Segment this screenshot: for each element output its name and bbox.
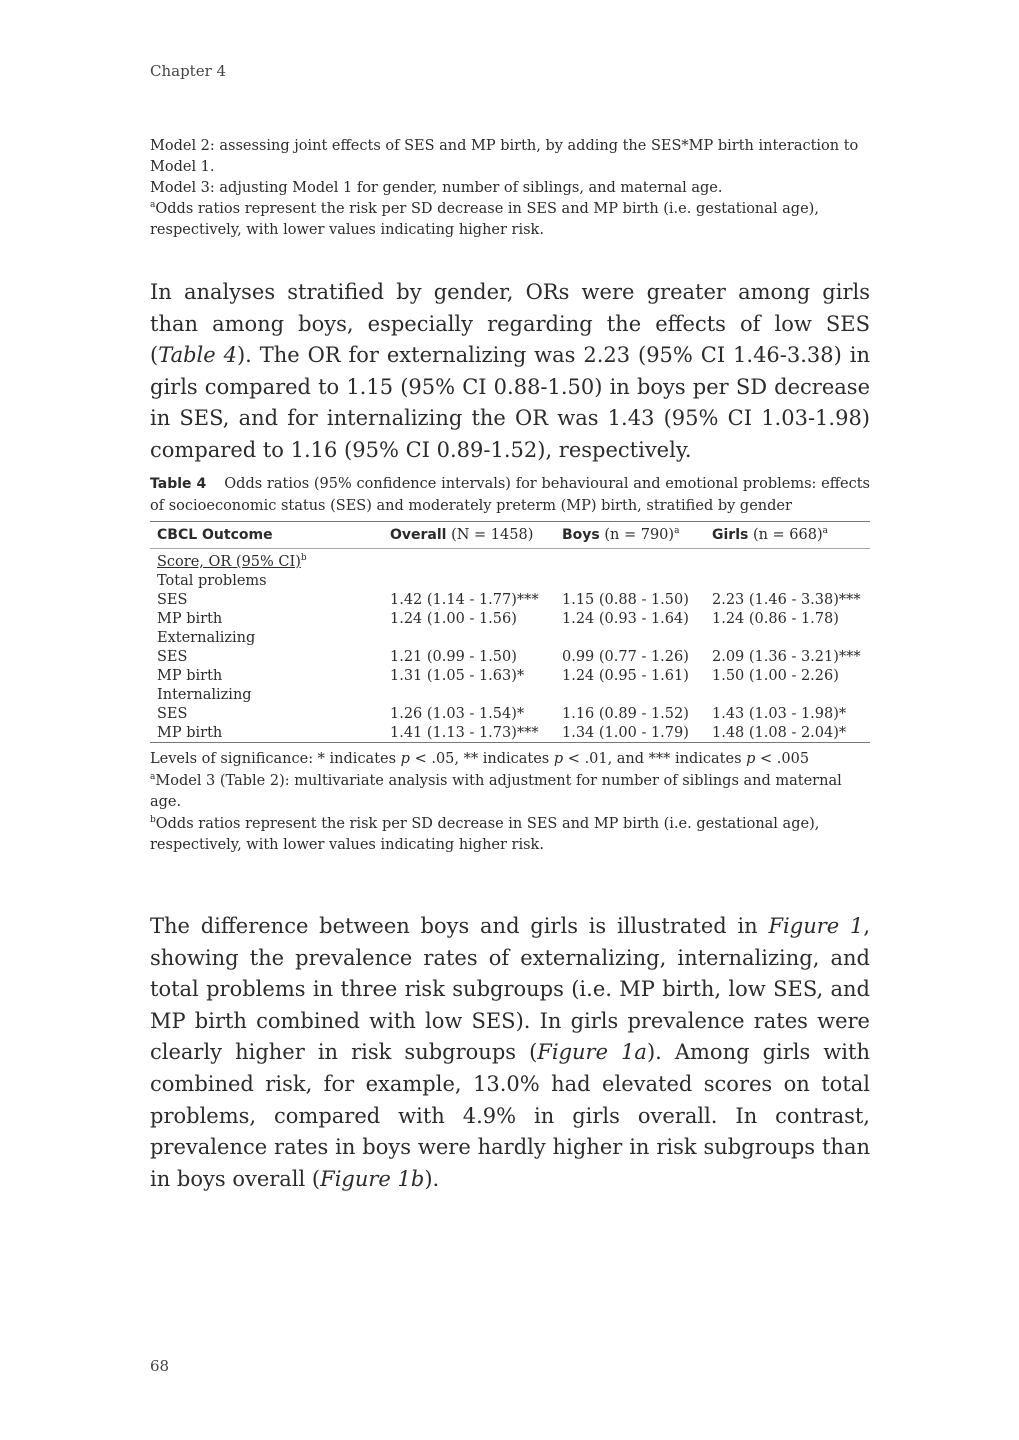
cell-boys: 1.15 (0.88 - 1.50) <box>562 591 689 608</box>
col-header-boys: Boys (n = 790)$^a$ <box>562 526 680 543</box>
table-caption <box>150 473 870 517</box>
cell-boys: 0.99 (0.77 - 1.26) <box>562 648 689 665</box>
cell-girls: 1.50 (1.00 - 2.26) <box>712 667 839 684</box>
group-row-externalizing <box>150 628 870 647</box>
col-header-girls: Girls (n = 668)$^a$ <box>712 526 829 543</box>
cell-overall: 1.31 (1.05 - 1.63)* <box>390 667 525 684</box>
cell-boys: 1.34 (1.00 - 1.79) <box>562 724 689 741</box>
table-row <box>150 647 870 666</box>
col-header-outcome: CBCL Outcome <box>157 527 273 543</box>
chapter-header: Chapter 4 <box>150 62 227 80</box>
row-label: SES <box>157 648 188 665</box>
group-row-total-problems <box>150 571 870 590</box>
cell-overall: 1.42 (1.14 - 1.77)*** <box>390 591 539 608</box>
cell-boys: 1.24 (0.93 - 1.64) <box>562 610 689 627</box>
cell-overall: 1.24 (1.00 - 1.56) <box>390 610 517 627</box>
odds-ratio-table <box>150 521 870 743</box>
model-notes <box>150 136 870 241</box>
text-run: ). <box>424 1166 440 1191</box>
cell-girls: 1.48 (1.08 - 2.04)* <box>712 724 847 741</box>
table-note-b: $^b$Odds ratios represent the risk per SD decrease in SES and MP birth (i.e. gestational age), respectively, with lower values indicating higher risk. <box>150 814 820 853</box>
table-note-a: $^a$Model 3 (Table 2): multivariate analysis with adjustment for number of siblings and maternal age. <box>150 771 842 810</box>
cell-girls: 2.23 (1.46 - 3.38)*** <box>712 591 861 608</box>
table-caption-text: Odds ratios (95% confidence intervals) for behavioural and emotional problems: effects of socioeconomic status (SES) and moderately preterm (MP) birth, stratified by gender <box>150 476 871 514</box>
table-header-row <box>150 522 870 549</box>
cell-boys: 1.16 (0.89 - 1.52) <box>562 705 689 722</box>
table-row <box>150 666 870 685</box>
cell-girls: 1.43 (1.03 - 1.98)* <box>712 705 847 722</box>
group-label: Internalizing <box>157 686 252 703</box>
group-label: Externalizing <box>157 629 256 646</box>
group-row-internalizing <box>150 685 870 704</box>
row-label: SES <box>157 591 188 608</box>
text-run: The difference between boys and girls is illustrated in <box>150 914 769 938</box>
subheader-cell: Score, OR (95% CI)$^b$ <box>157 552 307 570</box>
significance-note: Levels of significance: * indicates p < .05, ** indicates p < .01, and *** indicates p < .005 <box>150 751 810 767</box>
table-reference: Table 4 <box>158 343 237 368</box>
table-row <box>150 590 870 609</box>
figure-reference: Figure 1a <box>537 1040 647 1065</box>
table-row <box>150 609 870 628</box>
table-row <box>150 723 870 743</box>
body-paragraph-gender <box>150 277 870 467</box>
cell-girls: 2.09 (1.36 - 3.21)*** <box>712 648 861 665</box>
odds-ratio-note <box>150 199 870 241</box>
table-label: Table 4 <box>150 476 207 492</box>
cell-overall: 1.41 (1.13 - 1.73)*** <box>390 724 539 741</box>
text-run: ). The OR for externalizing was 2.23 (95% CI 1.46-3.38) in girls compared to 1.15 (95% CI 0.88-1.50) in boys per SD decrease in SES, and for internalizing the OR was 1.43 (95% CI 1.03-1.98) compared to 1.16 (95% CI 0.89-1.52), respectively. <box>150 343 870 462</box>
cell-girls: 1.24 (0.86 - 1.78) <box>712 610 839 627</box>
row-label: MP birth <box>157 667 223 684</box>
col-header-overall: Overall (N = 1458) <box>390 527 534 543</box>
group-label: Total problems <box>157 572 267 589</box>
figure-reference: Figure 1b <box>320 1166 425 1191</box>
cell-overall: 1.26 (1.03 - 1.54)* <box>390 705 525 722</box>
odds-ratio-note-text: Odds ratios represent the risk per SD decrease in SES and MP birth (i.e. gestational age), respectively, with lower values indicating higher risk. <box>150 201 819 238</box>
footnote-marker: a <box>150 200 156 211</box>
table-row <box>150 704 870 723</box>
model3-note: Model 3: adjusting Model 1 for gender, number of siblings, and maternal age. <box>150 180 723 196</box>
body-paragraph-figure <box>150 911 870 1195</box>
model2-note: Model 2: assessing joint effects of SES and MP birth, by adding the SES*MP birth interaction to Model 1. <box>150 138 859 175</box>
text-run: , showing the prevalence rates of externalizing, internalizing, and total problems in three risk subgroups (i.e. MP birth, low SES, and MP birth combined with low SES). In girls prevalence rates were clearly higher in risk subgroups ( <box>150 914 870 1065</box>
table-notes <box>150 749 870 857</box>
table-subheader-row <box>150 549 870 572</box>
row-label: SES <box>157 705 188 722</box>
cell-overall: 1.21 (0.99 - 1.50) <box>390 648 517 665</box>
figure-reference: Figure 1 <box>768 914 864 938</box>
row-label: MP birth <box>157 724 223 741</box>
row-label: MP birth <box>157 610 223 627</box>
text-run: ). Among girls with combined risk, for example, 13.0% had elevated scores on total problems, compared with 4.9% in girls overall. In contrast, prevalence rates in boys were hardly higher in risk subgroups than in boys overall ( <box>150 1040 870 1191</box>
text-run: In analyses stratified by gender, ORs were greater among girls than among boys, especially regarding the effects of low SES ( <box>150 280 870 368</box>
cell-boys: 1.24 (0.95 - 1.61) <box>562 667 689 684</box>
page-number: 68 <box>150 1357 170 1375</box>
